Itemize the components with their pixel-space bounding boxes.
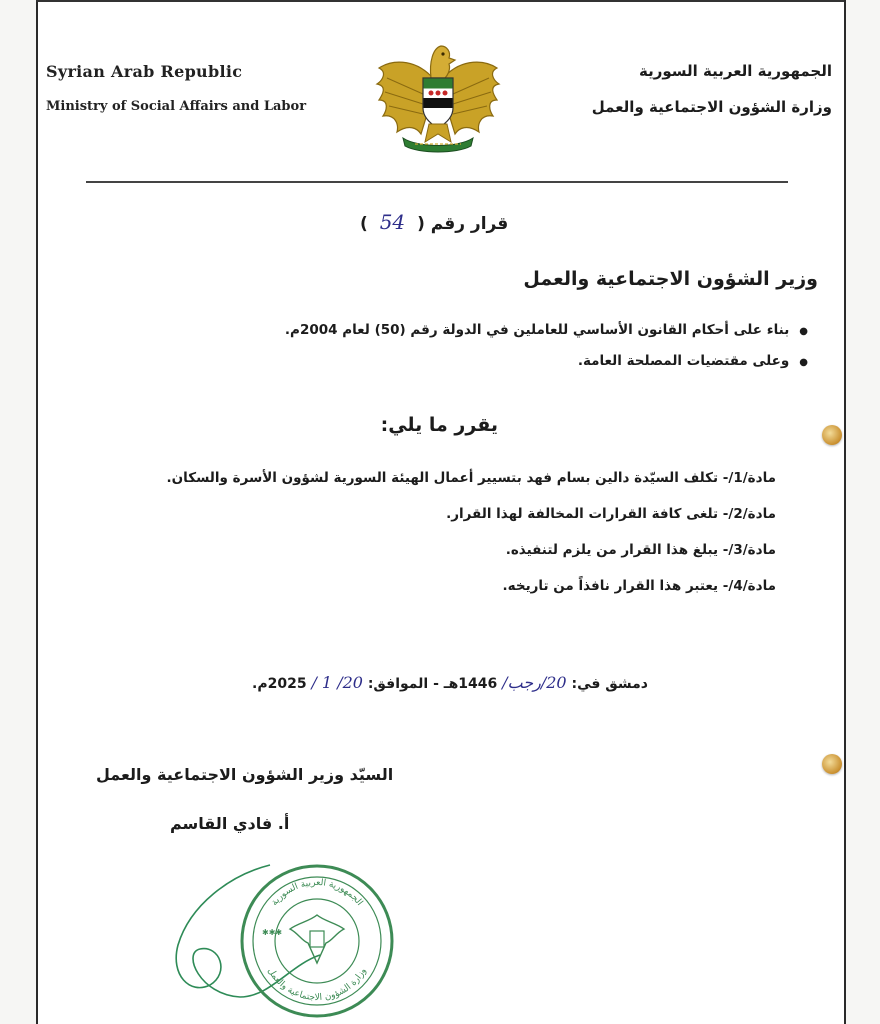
greg-handwritten: 20/ 1 / <box>311 673 363 692</box>
decree-number: 54 <box>379 210 406 234</box>
preamble-item: ● بناء على أحكام القانون الأساسي للعاملين في الدولة رقم (50) لعام 2004م. <box>285 322 808 338</box>
hijri-year: 1446هـ - الموافق: <box>367 676 498 692</box>
stamp-top-text: الجمهورية العربية السورية <box>269 877 365 908</box>
date-prefix: دمشق في: <box>571 676 648 692</box>
signatory-title: السيّد وزير الشؤون الاجتماعية والعمل <box>96 765 394 784</box>
decree-label: قرار رقم <box>430 214 509 234</box>
stamp-bottom-text: وزارة الشؤون الاجتماعية والعمل <box>265 966 369 1003</box>
articles-list <box>167 466 777 610</box>
binder-hole <box>822 425 842 445</box>
binder-hole <box>822 754 842 774</box>
svg-text:الجمهورية العربية السورية <box>270 878 365 908</box>
eagle-emblem-icon <box>373 38 503 158</box>
top-border <box>36 0 844 2</box>
preamble-list <box>285 322 808 384</box>
en-republic-title: Syrian Arab Republic <box>46 62 243 81</box>
article-4: مادة/4/- يعتبر هذا القرار نافذاً من تاريخه. <box>502 578 776 594</box>
svg-text:✱✱✱: ✱✱✱ <box>262 928 283 937</box>
decree-heading: قرار رقم ( 54 ) <box>360 210 509 234</box>
official-stamp <box>170 845 410 1020</box>
signatory-name: أ. فادي القاسم <box>170 814 290 833</box>
date-line <box>252 673 648 692</box>
decides-heading: يقرر ما يلي: <box>380 414 498 436</box>
svg-text:وزارة الشؤون الاجتماعية والعمل <box>265 966 368 1003</box>
preamble-item: ● وعلى مقتضيات المصلحة العامة. <box>285 353 808 369</box>
en-ministry-title: Ministry of Social Affairs and Labor <box>46 99 307 114</box>
minister-heading: وزير الشؤون الاجتماعية والعمل <box>523 268 818 290</box>
ar-republic-title: الجمهورية العربية السورية <box>639 62 832 80</box>
ar-ministry-title: وزارة الشؤون الاجتماعية والعمل <box>591 98 832 116</box>
greg-year: 2025م. <box>252 676 307 692</box>
hijri-handwritten: 20/رجب/ <box>502 673 567 692</box>
article-1: مادة/1/- تكلف السيّدة دالين بسام فهد بتسيير أعمال الهيئة السورية لشؤون الأسرة والسكان. <box>166 470 776 486</box>
header-divider <box>86 181 788 183</box>
article-3: مادة/3/- يبلغ هذا القرار من يلزم لتنفيذه. <box>505 542 776 558</box>
article-2: مادة/2/- تلغى كافة القرارات المخالفة لهذا القرار. <box>446 506 776 522</box>
